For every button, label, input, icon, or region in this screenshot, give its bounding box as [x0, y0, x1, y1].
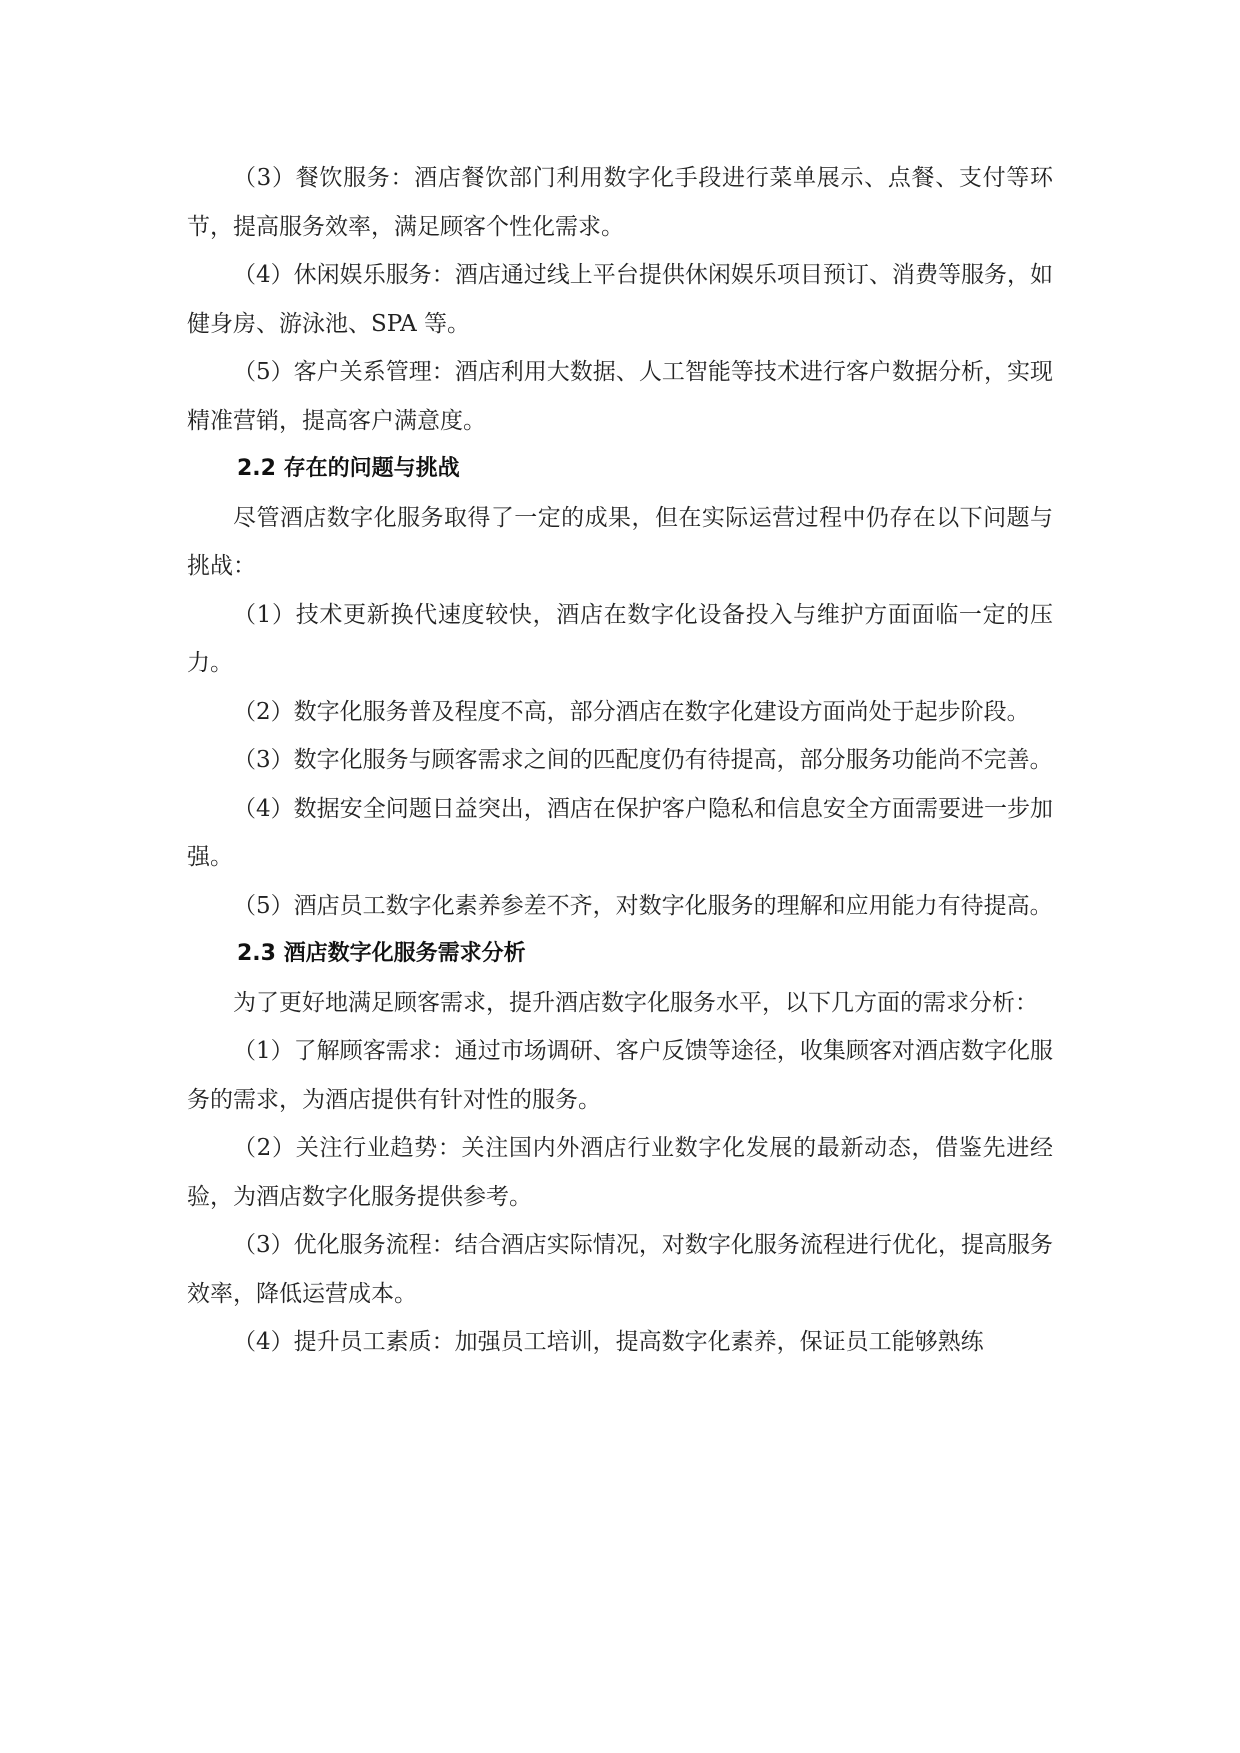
paragraph-catering-service: （3）餐饮服务：酒店餐饮部门利用数字化手段进行菜单展示、点餐、支付等环节，提高服务效率，满足顾客个性化需求。 — [187, 165, 1053, 240]
section-heading-2-3: 2.3 酒店数字化服务需求分析 — [237, 941, 526, 966]
paragraph-problem-1: （1）技术更新换代速度较快，酒店在数字化设备投入与维护方面面临一定的压力。 — [187, 601, 1053, 676]
paragraph-crm: （5）客户关系管理：酒店利用大数据、人工智能等技术进行客户数据分析，实现精准营销，提高客户满意度。 — [187, 359, 1053, 434]
paragraph-demand-2: （2）关注行业趋势：关注国内外酒店行业数字化发展的最新动态，借鉴先进经验，为酒店数字化服务提供参考。 — [187, 1135, 1053, 1210]
paragraph-demand-intro: 为了更好地满足顾客需求，提升酒店数字化服务水平，以下几方面的需求分析： — [233, 989, 1038, 1016]
paragraph-problem-2: （2）数字化服务普及程度不高，部分酒店在数字化建设方面尚处于起步阶段。 — [233, 698, 1030, 725]
paragraph-problem-3: （3）数字化服务与顾客需求之间的匹配度仍有待提高，部分服务功能尚不完善。 — [233, 747, 1053, 773]
paragraph-problems-intro: 尽管酒店数字化服务取得了一定的成果，但在实际运营过程中仍存在以下问题与挑战： — [187, 504, 1053, 579]
paragraph-demand-1: （1）了解顾客需求：通过市场调研、客户反馈等途径，收集顾客对酒店数字化服务的需求，为酒店提供有针对性的服务。 — [187, 1038, 1053, 1113]
paragraph-problem-5: （5）酒店员工数字化素养参差不齐，对数字化服务的理解和应用能力有待提高。 — [233, 892, 1053, 919]
paragraph-leisure-service: （4）休闲娱乐服务：酒店通过线上平台提供休闲娱乐项目预订、消费等服务，如健身房、游泳池、SPA 等。 — [187, 262, 1053, 337]
section-heading-2-2: 2.2 存在的问题与挑战 — [237, 456, 460, 481]
paragraph-demand-3: （3）优化服务流程：结合酒店实际情况，对数字化服务流程进行优化，提高服务效率，降低运营成本。 — [187, 1232, 1053, 1307]
paragraph-demand-4: （4）提升员工素质：加强员工培训，提高数字化素养，保证员工能够熟练 — [233, 1329, 984, 1355]
paragraph-problem-4: （4）数据安全问题日益突出，酒店在保护客户隐私和信息安全方面需要进一步加强。 — [187, 795, 1053, 870]
document-body — [187, 154, 1053, 1367]
